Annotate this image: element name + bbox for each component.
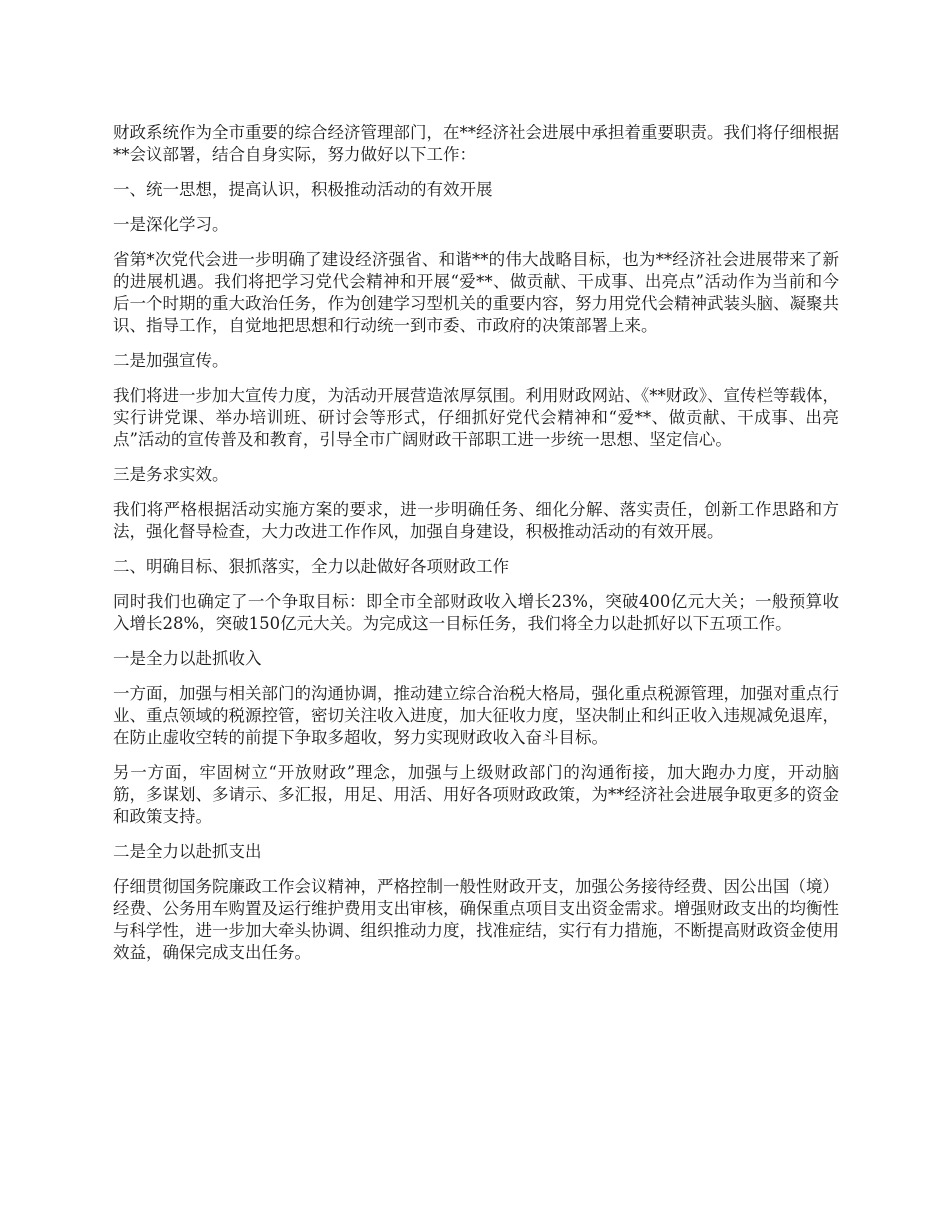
- subheading-publicity: 二是加强宣传。: [113, 351, 229, 370]
- subheading-deepen-study: 一是深化学习。: [113, 215, 229, 234]
- intro-paragraph: 财政系统作为全市重要的综合经济管理部门，在**经济社会进展中承担着重要职责。我们将仔细根据**会议部署，结合自身实际，努力做好以下工作：: [113, 123, 839, 164]
- subheading-effectiveness: 三是务求实效。: [113, 465, 229, 484]
- body-paragraph: 我们将严格根据活动实施方案的要求，进一步明确任务、细化分解、落实责任，创新工作思路和方法，强化督导检查，大力改进工作作风，加强自身建设，积极推动活动的有效开展。: [113, 500, 839, 541]
- section-heading-1: 一、统一思想，提高认识，积极推动活动的有效开展: [113, 180, 493, 199]
- body-paragraph: 仔细贯彻国务院廉政工作会议精神，严格控制一般性财政开支，加强公务接待经费、因公出国（境）经费、公务用车购置及运行维护费用支出审核，确保重点项目支出资金需求。增强财政支出的均衡性与科学性，进一步加大牵头协调、组织推动力度，找准症结，实行有力措施，不断提高财政资金使用效益，确保完成支出任务。: [113, 877, 839, 962]
- document-body: [113, 122, 839, 977]
- body-paragraph: 一方面，加强与相关部门的沟通协调，推动建立综合治税大格局，强化重点税源管理，加强对重点行业、重点领域的税源控管，密切关注收入进度，加大征收力度，坚决制止和纠正收入违规减免退库，在防止虚收空转的前提下争取多超收，努力实现财政收入奋斗目标。: [113, 684, 839, 747]
- body-paragraph: 省第*次党代会进一步明确了建设经济强省、和谐**的伟大战略目标，也为**经济社会进展带来了新的进展机遇。我们将把学习党代会精神和开展“爱**、做贡献、干成事、出亮点”活动作为当前和今后一个时期的重大政治任务，作为创建学习型机关的重要内容，努力用党代会精神武装头脑、凝聚共识、指导工作，自觉地把思想和行动统一到市委、市政府的决策部署上来。: [113, 250, 839, 335]
- subheading-revenue: 一是全力以赴抓收入: [113, 649, 262, 668]
- body-paragraph: 同时我们也确定了一个争取目标：即全市全部财政收入增长23%，突破400亿元大关；一般预算收入增长28%，突破150亿元大关。为完成这一目标任务，我们将全力以赴抓好以下五项工作。: [113, 592, 839, 633]
- subheading-expenditure: 二是全力以赴抓支出: [113, 842, 262, 861]
- body-paragraph: 我们将进一步加大宣传力度，为活动开展营造浓厚氛围。利用财政网站、《**财政》、宣传栏等载体，实行讲党课、举办培训班、研讨会等形式，仔细抓好党代会精神和“爱**、做贡献、干成事、出亮点”活动的宣传普及和教育，引导全市广阔财政干部职工进一步统一思想、坚定信心。: [113, 386, 839, 449]
- body-paragraph: 另一方面，牢固树立“开放财政”理念，加强与上级财政部门的沟通衔接，加大跑办力度，开动脑筋，多谋划、多请示、多汇报，用足、用活、用好各项财政政策，为**经济社会进展争取更多的资金和政策支持。: [113, 763, 839, 826]
- section-heading-2: 二、明确目标、狠抓落实，全力以赴做好各项财政工作: [113, 557, 509, 576]
